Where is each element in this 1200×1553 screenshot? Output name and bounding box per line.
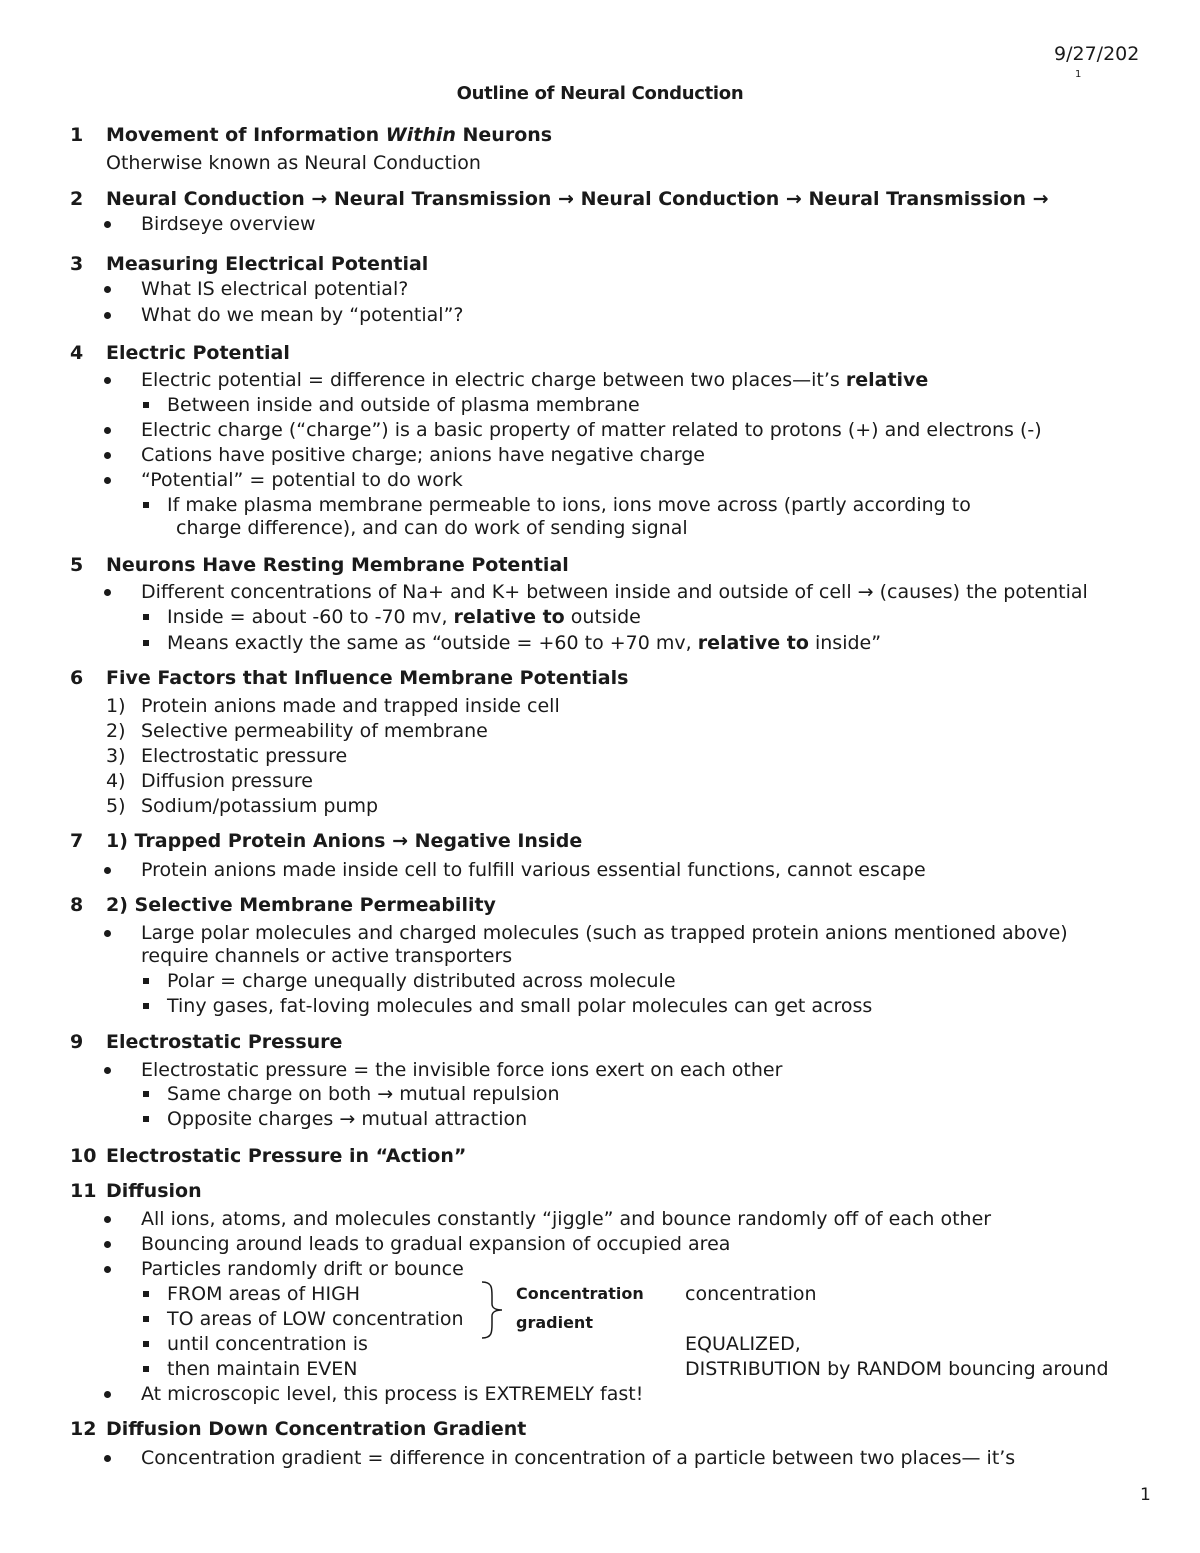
list-number: 5) bbox=[106, 795, 126, 817]
bullet-icon bbox=[104, 427, 114, 437]
section-number: 11 bbox=[70, 1180, 97, 1202]
section-heading: Neural Conduction → Neural Transmission → Neural Conduction → Neural Transmission → bbox=[106, 188, 1049, 210]
section-number: 10 bbox=[70, 1145, 97, 1167]
section-number: 12 bbox=[70, 1418, 97, 1440]
section-heading: 2) Selective Membrane Permeability bbox=[106, 894, 496, 916]
bullet-text: Electrostatic pressure = the invisible force ions exert on each other bbox=[141, 1059, 783, 1081]
page-title: Outline of Neural Conduction bbox=[456, 83, 744, 104]
side-note: DISTRIBUTION by RANDOM bouncing around bbox=[685, 1358, 1109, 1380]
bullet-text-continued: require channels or active transporters bbox=[141, 945, 513, 967]
bullet-text: What do we mean by “potential”? bbox=[141, 304, 464, 326]
date-continuation: 1 bbox=[1075, 69, 1082, 80]
bullet-icon bbox=[104, 477, 114, 487]
list-number: 1) bbox=[106, 695, 126, 717]
bullet-text: Cations have positive charge; anions have negative charge bbox=[141, 444, 705, 466]
bullet-text: Bouncing around leads to gradual expansion of occupied area bbox=[141, 1233, 731, 1255]
date: 9/27/202 bbox=[1054, 43, 1140, 65]
section-number: 4 bbox=[70, 342, 84, 364]
sub-bullet-text: then maintain EVEN bbox=[167, 1358, 358, 1380]
section-number: 5 bbox=[70, 554, 84, 576]
section-number: 7 bbox=[70, 830, 84, 852]
bullet-text: Concentration gradient = difference in concentration of a particle between two places— it’s bbox=[141, 1447, 1016, 1469]
bullet-icon bbox=[104, 452, 114, 462]
list-item: Sodium/potassium pump bbox=[141, 795, 379, 817]
section-heading: Electrostatic Pressure in “Action” bbox=[106, 1145, 467, 1167]
bullet-icon bbox=[104, 589, 114, 599]
list-item: Diffusion pressure bbox=[141, 770, 313, 792]
list-item: Selective permeability of membrane bbox=[141, 720, 488, 742]
section-subtitle: Otherwise known as Neural Conduction bbox=[106, 152, 481, 174]
curly-brace-icon bbox=[478, 1280, 504, 1340]
bullet-text: What IS electrical potential? bbox=[141, 278, 409, 300]
list-item: Protein anions made and trapped inside cell bbox=[141, 695, 560, 717]
list-number: 4) bbox=[106, 770, 126, 792]
section-heading: Electrostatic Pressure bbox=[106, 1031, 343, 1053]
section-number: 3 bbox=[70, 253, 84, 275]
bullet-icon bbox=[104, 1241, 114, 1251]
gradient-label: gradient bbox=[516, 1313, 593, 1332]
section-heading: Five Factors that Influence Membrane Potentials bbox=[106, 667, 629, 689]
bullet-text: “Potential” = potential to do work bbox=[141, 469, 463, 491]
bullet-icon bbox=[104, 867, 114, 877]
sub-bullet-text: Polar = charge unequally distributed across molecule bbox=[167, 970, 676, 992]
bullet-text: At microscopic level, this process is EXTREMELY fast! bbox=[141, 1383, 644, 1405]
list-number: 2) bbox=[106, 720, 126, 742]
bullet-icon bbox=[104, 221, 114, 231]
bullet-text: Particles randomly drift or bounce bbox=[141, 1258, 464, 1280]
page-number: 1 bbox=[1140, 1485, 1151, 1505]
bullet-text: Different concentrations of Na+ and K+ between inside and outside of cell → (causes) the potential bbox=[141, 581, 1088, 603]
sub-bullet-text: If make plasma membrane permeable to ions, ions move across (partly according to bbox=[167, 494, 971, 516]
list-number: 3) bbox=[106, 745, 126, 767]
sub-bullet-text: Inside = about -60 to -70 mv, relative to outside bbox=[167, 606, 641, 628]
sub-bullet-text: Between inside and outside of plasma membrane bbox=[167, 394, 640, 416]
bullet-icon bbox=[104, 1266, 114, 1276]
sub-bullet-text: until concentration is bbox=[167, 1333, 368, 1355]
bullet-icon bbox=[104, 1455, 114, 1465]
bullet-text: Electric charge (“charge”) is a basic property of matter related to protons (+) and electrons (-) bbox=[141, 419, 1042, 441]
section-heading: Measuring Electrical Potential bbox=[106, 253, 429, 275]
section-heading: Electric Potential bbox=[106, 342, 290, 364]
section-heading: Diffusion bbox=[106, 1180, 202, 1202]
bullet-text: All ions, atoms, and molecules constantly “jiggle” and bounce randomly off of each other bbox=[141, 1208, 992, 1230]
section-heading: 1) Trapped Protein Anions → Negative Inside bbox=[106, 830, 583, 852]
sub-bullet-text: Same charge on both → mutual repulsion bbox=[167, 1083, 560, 1105]
section-number: 9 bbox=[70, 1031, 84, 1053]
bullet-icon bbox=[104, 1391, 114, 1401]
section-number: 6 bbox=[70, 667, 84, 689]
bullet-icon bbox=[104, 377, 114, 387]
bullet-text: Electric potential = difference in electric charge between two places—it’s relative bbox=[141, 369, 929, 391]
bullet-icon bbox=[104, 312, 114, 322]
bullet-text: Large polar molecules and charged molecules (such as trapped protein anions mentioned above) bbox=[141, 922, 1068, 944]
bullet-text: Protein anions made inside cell to fulfill various essential functions, cannot escape bbox=[141, 859, 926, 881]
bullet-icon bbox=[104, 286, 114, 296]
list-item: Electrostatic pressure bbox=[141, 745, 348, 767]
side-note: concentration bbox=[685, 1283, 817, 1305]
bullet-icon bbox=[104, 1067, 114, 1077]
sub-bullet-text-continued: charge difference), and can do work of sending signal bbox=[176, 517, 688, 539]
section-number: 8 bbox=[70, 894, 84, 916]
gradient-label: Concentration bbox=[516, 1284, 644, 1303]
sub-bullet-text: TO areas of LOW concentration bbox=[167, 1308, 464, 1330]
section-heading: Neurons Have Resting Membrane Potential bbox=[106, 554, 569, 576]
bullet-icon bbox=[104, 1216, 114, 1226]
side-note: EQUALIZED, bbox=[685, 1333, 801, 1355]
section-number: 2 bbox=[70, 188, 84, 210]
bullet-text: Birdseye overview bbox=[141, 213, 316, 235]
section-heading: Diffusion Down Concentration Gradient bbox=[106, 1418, 527, 1440]
sub-bullet-text: Opposite charges → mutual attraction bbox=[167, 1108, 528, 1130]
sub-bullet-text: Means exactly the same as “outside = +60 to +70 mv, relative to inside” bbox=[167, 632, 882, 654]
bullet-icon bbox=[104, 930, 114, 940]
section-number: 1 bbox=[70, 124, 84, 146]
sub-bullet-text: Tiny gases, fat-loving molecules and small polar molecules can get across bbox=[167, 995, 873, 1017]
section-heading: Movement of Information Within Neurons bbox=[106, 124, 553, 146]
sub-bullet-text: FROM areas of HIGH bbox=[167, 1283, 361, 1305]
